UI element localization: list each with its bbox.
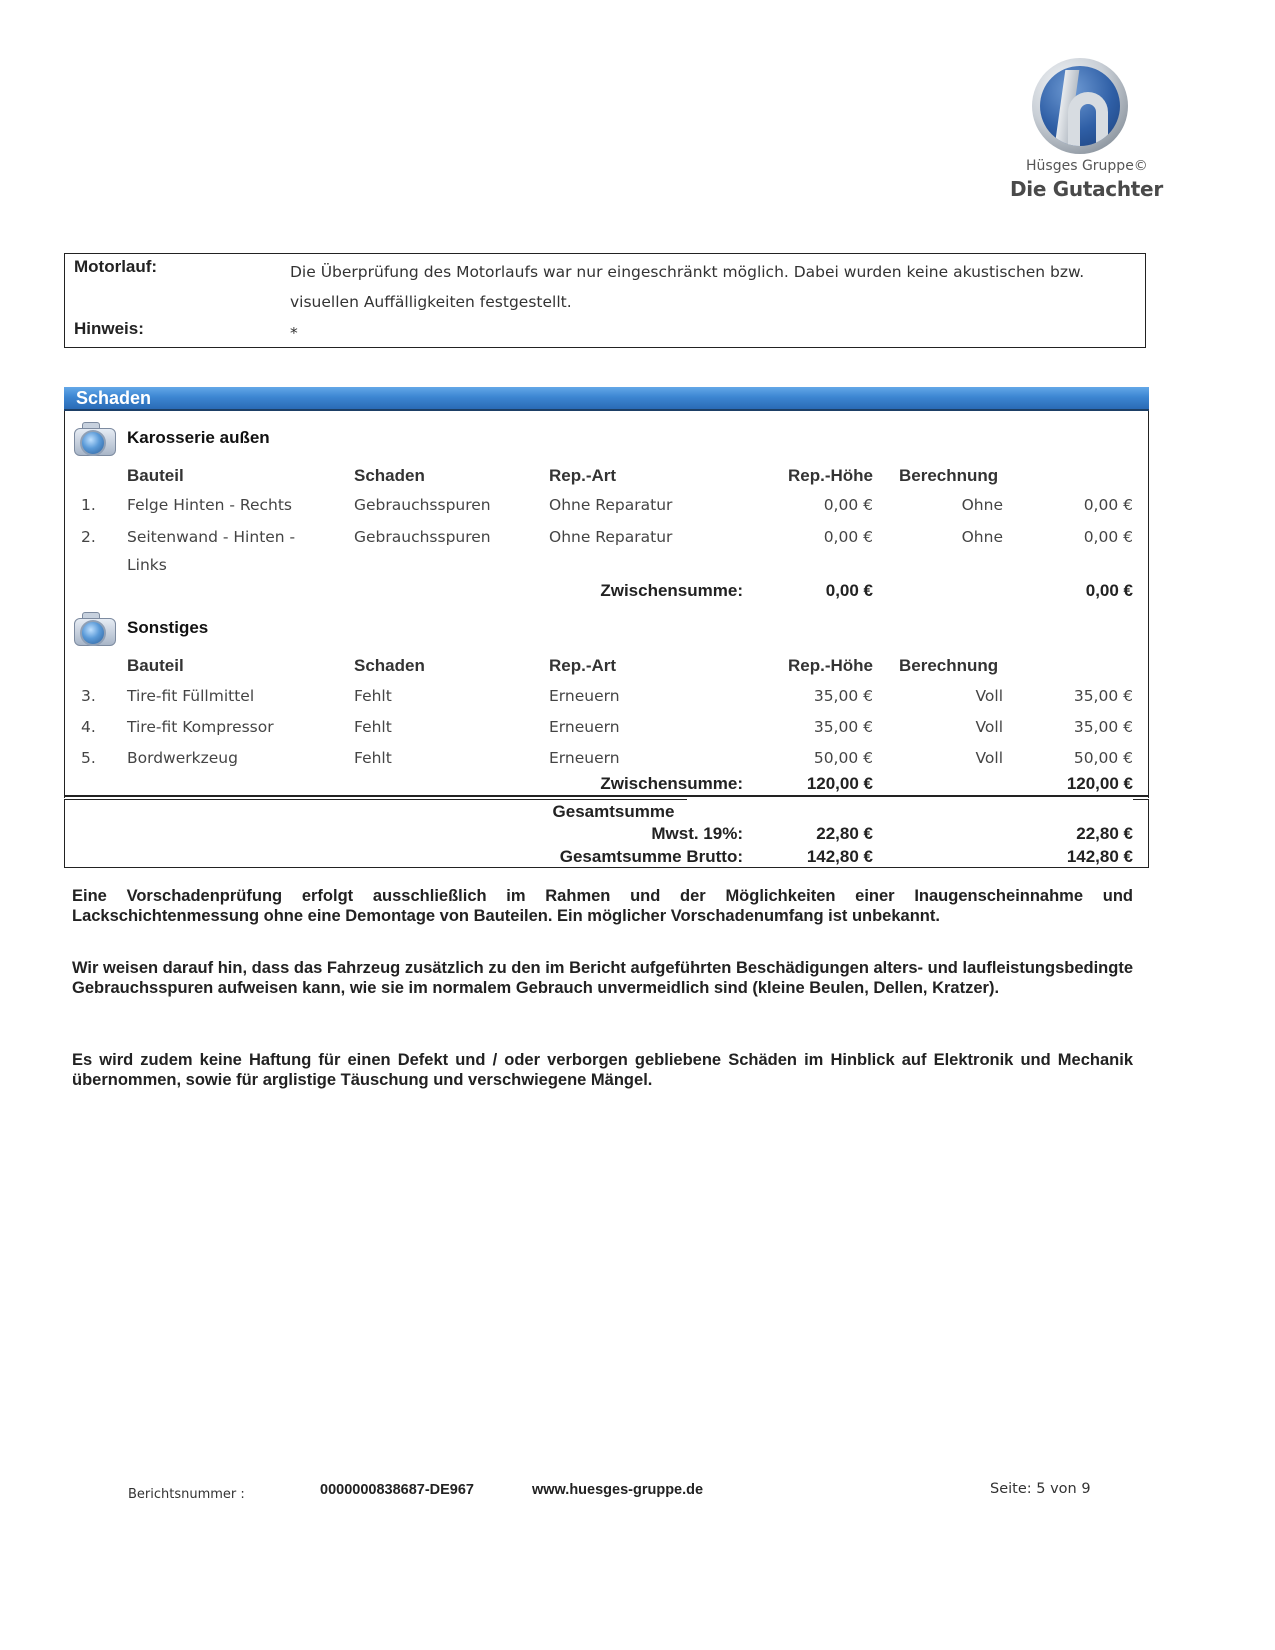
subtotal-betrag: 120,00 € [1066, 774, 1133, 793]
row-rep-art: Erneuern [549, 749, 620, 767]
section-title-karosserie: Karosserie außen [127, 428, 270, 447]
row-bauteil: Tire-fit Kompressor [127, 718, 274, 736]
row-bauteil: Bordwerkzeug [127, 749, 238, 767]
mwst-betrag: 22,80 € [1076, 824, 1133, 843]
mwst-rep-hoehe: 22,80 € [816, 824, 873, 843]
subtotal-betrag: 0,00 € [1085, 581, 1133, 600]
totals-title: Gesamtsumme [552, 802, 675, 821]
row-rep-hoehe: 35,00 € [813, 687, 873, 705]
row-betrag: 35,00 € [1073, 687, 1133, 705]
row-schaden: Fehlt [354, 687, 392, 705]
camera-icon[interactable] [72, 420, 118, 458]
motorlauf-text: Die Überprüfung des Motorlaufs war nur eingeschränkt möglich. Dabei wurden keine akustischen bzw. visuellen Auffälligkeiten festgestellt. [290, 263, 1085, 311]
row-berechnung: Voll [975, 749, 1003, 767]
row-number: 1. [81, 496, 96, 514]
report-number-label: Berichtsnummer : [128, 1487, 245, 1502]
row-berechnung: Ohne [961, 496, 1003, 514]
row-number: 3. [81, 687, 96, 705]
row-rep-hoehe: 50,00 € [813, 749, 873, 767]
col-header-bauteil: Bauteil [127, 656, 184, 675]
row-rep-art: Erneuern [549, 718, 620, 736]
row-rep-hoehe: 0,00 € [823, 528, 873, 546]
row-berechnung: Voll [975, 687, 1003, 705]
row-number: 5. [81, 749, 96, 767]
row-schaden: Gebrauchsspuren [354, 496, 491, 514]
col-header-schaden: Schaden [354, 466, 425, 485]
row-number: 4. [81, 718, 96, 736]
disclaimer-paragraph-3: Es wird zudem keine Haftung für einen Defekt und / oder verborgen gebliebene Schäden im Hinblick auf Elektronik und Mechanik übernommen, sowie für arglistige Täuschung und verschwiegene Mängel. [72, 1051, 1133, 1089]
row-berechnung: Voll [975, 718, 1003, 736]
row-betrag: 0,00 € [1083, 528, 1133, 546]
row-schaden: Fehlt [354, 718, 392, 736]
motorlauf-label: Motorlauf: [74, 257, 158, 276]
website-link[interactable]: www.huesges-gruppe.de [532, 1482, 704, 1498]
section-title-sonstiges: Sonstiges [127, 618, 209, 637]
row-schaden: Fehlt [354, 749, 392, 767]
mwst-label: Mwst. 19%: [651, 824, 743, 843]
row-rep-art: Ohne Reparatur [549, 528, 673, 546]
brutto-label: Gesamtsumme Brutto: [559, 847, 743, 866]
row-schaden: Gebrauchsspuren [354, 528, 491, 546]
schaden-section-header [64, 387, 1149, 411]
row-rep-art: Erneuern [549, 687, 620, 705]
col-header-rep-art: Rep.-Art [549, 466, 617, 485]
brand-group-name: Hüsges Gruppe© [1026, 158, 1148, 174]
brutto-betrag: 142,80 € [1066, 847, 1133, 866]
col-header-bauteil: Bauteil [127, 466, 184, 485]
row-berechnung: Ohne [961, 528, 1003, 546]
subtotal-label: Zwischensumme: [600, 774, 743, 793]
col-header-berechnung: Berechnung [899, 466, 999, 485]
row-number: 2. [81, 528, 96, 546]
subtotal-rep-hoehe: 120,00 € [806, 774, 873, 793]
hinweis-label: Hinweis: [74, 319, 144, 338]
row-rep-hoehe: 0,00 € [823, 496, 873, 514]
row-betrag: 35,00 € [1073, 718, 1133, 736]
col-header-rep-art: Rep.-Art [549, 656, 617, 675]
col-header-rep-hoehe: Rep.-Höhe [788, 466, 873, 485]
disclaimer-paragraph-2: Wir weisen darauf hin, dass das Fahrzeug zusätzlich zu den im Bericht aufgeführten Beschädigungen alters- und laufleistungsbedingte Gebrauchsspuren aufweisen kann, wie sie im normalem Gebrauch unvermeidlich sind (kleine Beulen, Dellen, Kratzer). [72, 959, 1133, 997]
page-indicator: Seite: 5 von 9 [990, 1481, 1091, 1497]
col-header-schaden: Schaden [354, 656, 425, 675]
row-betrag: 50,00 € [1073, 749, 1133, 767]
totals-divider [64, 795, 1149, 797]
row-bauteil-line1: Seitenwand - Hinten - [127, 528, 296, 546]
row-betrag: 0,00 € [1083, 496, 1133, 514]
engine-info-box [64, 253, 1146, 348]
row-bauteil: Tire-fit Füllmittel [127, 687, 255, 705]
subtotal-rep-hoehe: 0,00 € [825, 581, 873, 600]
row-rep-hoehe: 35,00 € [813, 718, 873, 736]
huesges-h-emblem-icon [1032, 58, 1128, 154]
row-bauteil: Felge Hinten - Rechts [127, 496, 292, 514]
brand-tagline: Die Gutachter [1010, 177, 1163, 201]
report-number: 0000000838687-DE967 [320, 1482, 474, 1498]
subtotal-label: Zwischensumme: [600, 581, 743, 600]
col-header-rep-hoehe: Rep.-Höhe [788, 656, 873, 675]
row-bauteil-line2: Links [127, 556, 167, 574]
disclaimer-paragraph-1: Eine Vorschadenprüfung erfolgt ausschließlich im Rahmen und der Möglichkeiten einer Inaugenscheinnahme und Lackschichtenmessung ohne eine Demontage von Bauteilen. Ein möglicher Vorschadenumfang ist unbekannt. [72, 887, 1133, 925]
brutto-rep-hoehe: 142,80 € [806, 847, 873, 866]
company-logo [1010, 56, 1163, 206]
hinweis-text: * [290, 324, 298, 342]
col-header-berechnung: Berechnung [899, 656, 999, 675]
row-rep-art: Ohne Reparatur [549, 496, 673, 514]
schaden-title: Schaden [76, 388, 152, 408]
camera-icon[interactable] [72, 610, 118, 648]
